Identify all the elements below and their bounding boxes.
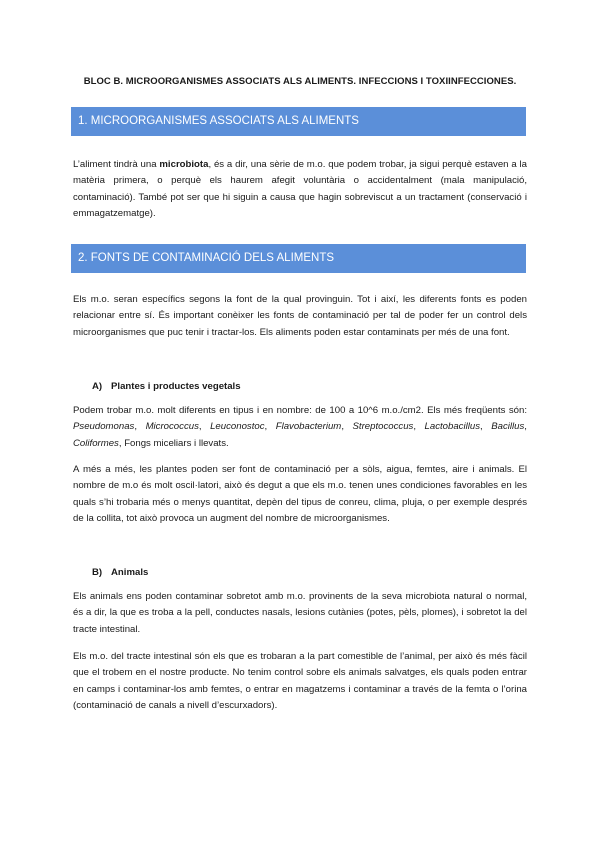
section-2-heading: 2. FONTS DE CONTAMINACIÓ DELS ALIMENTS (71, 244, 526, 273)
subsection-b-heading: B) Animals (92, 567, 149, 578)
subsection-a-paragraph-1: Podem trobar m.o. molt diferents en tipus i en nombre: de 100 a 10^6 m.o./cm2. Els més freqüents són: Pseudomonas, Micrococcus, Leuconostoc, Flavobacterium, Streptococcus, Lactobacillus, Bacillus, Coliformes, Fongs miceliars i llevats. (73, 405, 527, 449)
subsection-b-paragraph-1: Els animals ens poden contaminar sobretot amb m.o. provinents de la seva microbiota natural o normal, és a dir, la que es troba a la pell, conductes nasals, lesions cutànies (potes, pèls, plomes), i sobretot la del tracte intestinal. (73, 591, 527, 635)
document-title: BLOC B. MICROORGANISMES ASSOCIATS ALS ALIMENTS. INFECCIONS I TOXIINFECCIONES. (83, 76, 517, 87)
section-1-heading: 1. MICROORGANISMES ASSOCIATS ALS ALIMENTS (71, 107, 526, 136)
section-2-intro-paragraph: Els m.o. seran específics segons la font de la qual provinguin. Tot i així, les diferents fonts es poden relacionar entre sí. És important conèixer les fonts de contaminació per tal de poder fer un control dels microorganismes que puc tenir i tractar-los. Els aliments poden estar contaminats per més de una font. (73, 294, 527, 338)
subsection-a-paragraph-2: A més a més, les plantes poden ser font de contaminació per a sòls, aigua, femtes, aire i animals. El nombre de m.o és molt oscil·latori, això és degut a que els m.o. tenen unes condiciones favorables en les quals s’hi trobaria més o menys quantitat, depèn del tipus de conreu, clima, pluja, o per exemple després de la collita, tot això provoca un augment del nombre de microorganismes. (73, 464, 527, 524)
section-1-paragraph: L’aliment tindrà una microbiota, és a dir, una sèrie de m.o. que podem trobar, ja sigui perquè estaven a la matèria primera, o perquè els haurem afegit voluntària o accidentalment (mala manipulació, contaminació). També pot ser que hi siguin a causa que hagin sobreviscut a un tractament (conservació i emmagatzematge). (73, 159, 527, 219)
subsection-b-paragraph-2: Els m.o. del tracte intestinal són els que es trobaran a la part comestible de l’animal, per això és més fàcil que el trobem en el nostre producte. No tenim control sobre els animals salvatges, els quals poden entrar en camps i contaminar-los amb femtes, o entrar en magatzems i contaminar a través de la femta o l’orina (contaminació de canals a nivell d’escurxadors). (73, 651, 527, 711)
subsection-a-heading: A) Plantes i productes vegetals (92, 381, 241, 392)
